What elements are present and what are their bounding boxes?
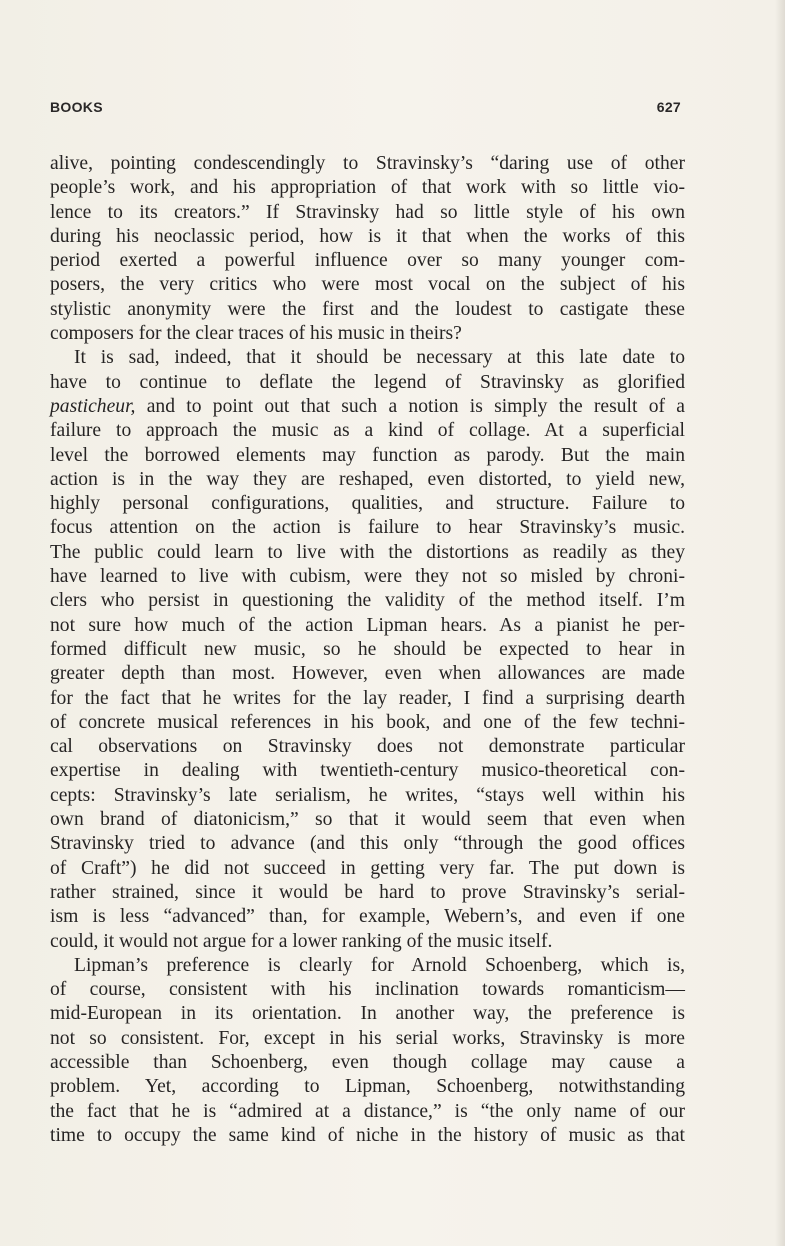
text-line: Stravinsky tried to advance (and this only “through the good offices	[50, 833, 685, 855]
text-line: during his neoclassic period, how is it that when the works of this	[50, 225, 685, 247]
paragraph-1	[50, 152, 685, 346]
text-line: of concrete musical references in his book, and one of the few techni-	[50, 711, 685, 733]
text-line: action is in the way they are reshaped, even distorted, to yield new,	[50, 468, 685, 490]
text-line: highly personal configurations, qualities, and structure. Failure to	[50, 493, 685, 515]
text-line: accessible than Schoenberg, even though collage may cause a	[50, 1051, 685, 1073]
text-line: people’s work, and his appropriation of that work with so little vio-	[50, 177, 685, 199]
text-line: clers who persist in questioning the validity of the method itself. I’m	[50, 590, 685, 612]
text-line: have to continue to deflate the legend of Stravinsky as glorified	[50, 371, 685, 393]
text-line: not so consistent. For, except in his serial works, Stravinsky is more	[50, 1027, 685, 1049]
text-line: It is sad, indeed, that it should be necessary at this late date to	[74, 347, 685, 369]
text-line: rather strained, since it would be hard to prove Stravinsky’s serial-	[50, 881, 685, 903]
running-head	[50, 99, 681, 119]
text-line: the fact that he is “admired at a distance,” is “the only name of our	[50, 1100, 685, 1122]
text-line: alive, pointing condescendingly to Stravinsky’s “daring use of other	[50, 153, 685, 174]
text-line: of Craft”) he did not succeed in getting very far. The put down is	[50, 857, 685, 879]
text-line-with-italic	[50, 395, 685, 419]
text-line: not sure how much of the action Lipman hears. As a pianist he per-	[50, 614, 685, 636]
paragraph-2	[50, 346, 685, 953]
text-line: composers for the clear traces of his music in theirs?	[50, 323, 462, 345]
text-line: time to occupy the same kind of niche in the history of music as that	[50, 1124, 685, 1146]
body-text	[50, 152, 685, 1148]
page-number: 627	[656, 99, 681, 115]
text-line: The public could learn to live with the distortions as readily as they	[50, 541, 685, 563]
text-line: mid-European in its orientation. In another way, the preference is	[50, 1003, 685, 1025]
text-line: Lipman’s preference is clearly for Arnold Schoenberg, which is,	[74, 954, 685, 976]
text-line: period exerted a powerful influence over so many younger com-	[50, 250, 685, 272]
italic-term: pasticheur,	[50, 395, 136, 417]
section-title: BOOKS	[50, 99, 103, 115]
text-line: expertise in dealing with twentieth-century musico-theoretical con-	[50, 760, 685, 782]
text-line: stylistic anonymity were the first and the loudest to castigate these	[50, 298, 685, 320]
text-line: for the fact that he writes for the lay reader, I find a surprising dearth	[50, 687, 685, 709]
text-line: cal observations on Stravinsky does not demonstrate particular	[50, 736, 685, 758]
text-line: of course, consistent with his inclination towards romanticism—	[50, 979, 685, 1001]
text-line: could, it would not argue for a lower ranking of the music itself.	[50, 930, 553, 952]
text-line: formed difficult new music, so he should be expected to hear in	[50, 638, 685, 660]
text-line: focus attention on the action is failure to hear Stravinsky’s music.	[50, 517, 685, 539]
text-fragment: and to point out that such a notion is simply the result of a	[135, 395, 685, 417]
page-edge-shadow	[775, 0, 785, 1246]
text-line: posers, the very critics who were most vocal on the subject of his	[50, 274, 685, 296]
text-line: problem. Yet, according to Lipman, Schoenberg, notwithstanding	[50, 1076, 685, 1098]
text-line: have learned to live with cubism, were they not so misled by chroni-	[50, 566, 685, 588]
text-line: ism is less “advanced” than, for example, Webern’s, and even if one	[50, 906, 685, 928]
text-line: level the borrowed elements may function as parody. But the main	[50, 444, 685, 466]
text-line: failure to approach the music as a kind of collage. At a superficial	[50, 420, 685, 442]
paragraph-3	[50, 954, 685, 1148]
text-line: own brand of diatonicism,” so that it would seem that even when	[50, 809, 685, 831]
text-line: lence to its creators.” If Stravinsky had so little style of his own	[50, 201, 685, 223]
text-line: greater depth than most. However, even when allowances are made	[50, 663, 685, 685]
text-line: cepts: Stravinsky’s late serialism, he writes, “stays well within his	[50, 784, 685, 806]
